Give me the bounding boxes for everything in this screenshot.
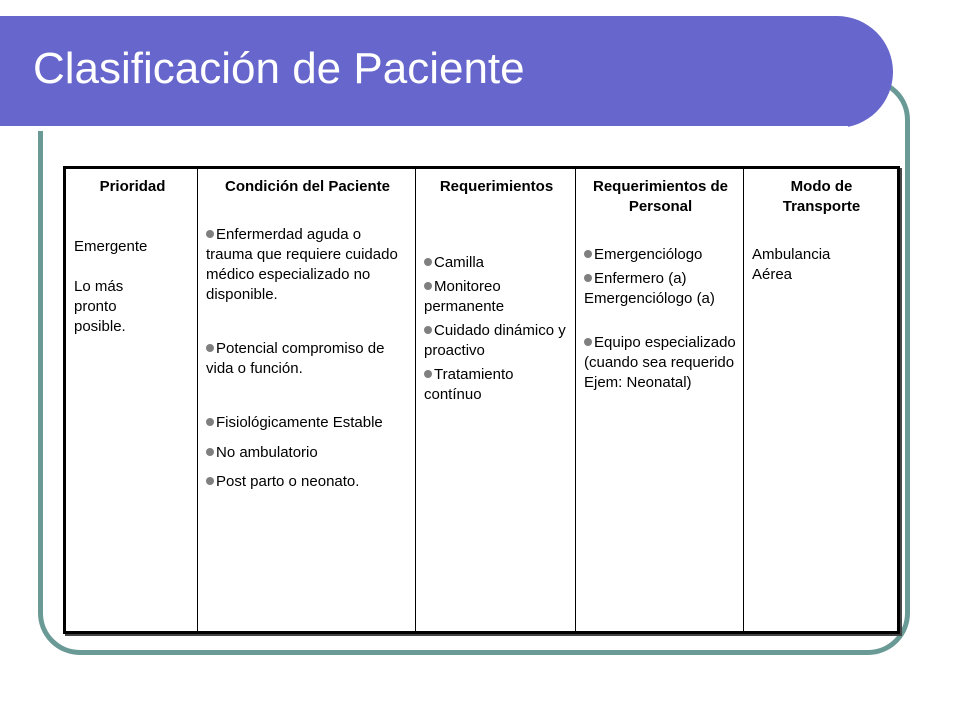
bullet-icon: [584, 274, 592, 282]
bullet-icon: [206, 230, 214, 238]
column-transporte: [744, 168, 899, 633]
bullet-icon: [206, 477, 214, 485]
list-item: No ambulatorio: [206, 443, 409, 463]
transporte-value: Ambulancia Aérea: [752, 245, 831, 283]
list-item: Equipo especializado (cuando sea requerido Ejem: Neonatal): [584, 333, 736, 391]
list-item: Emergenciólogo: [584, 245, 737, 265]
bullet-icon: [424, 282, 432, 290]
bullet-icon: [206, 344, 214, 352]
header-transporte: Modo de Transporte: [782, 178, 861, 215]
bullet-icon: [424, 326, 432, 334]
list-item: Enfermerdad aguda o trauma que requiere cuidado médico especializado no disponible.: [206, 225, 398, 303]
list-item: Camilla: [424, 253, 569, 273]
bullet-icon: [584, 250, 592, 258]
header-condicion: Condición del Paciente: [224, 178, 391, 195]
prioridad-value: Emergente: [74, 237, 148, 255]
table-row: [65, 168, 899, 633]
header-requerimientos: Requerimientos: [439, 178, 554, 195]
bullet-icon: [206, 448, 214, 456]
header-prioridad: Prioridad: [99, 178, 166, 195]
list-item: Potencial compromiso de vida o función.: [206, 339, 385, 377]
bullet-icon: [584, 338, 592, 346]
list-item: Post parto o neonato.: [206, 472, 409, 492]
header-personal: Requerimientos de Personal: [592, 178, 729, 215]
slide-title: Clasificación de Paciente: [33, 44, 525, 93]
prioridad-note: Lo más pronto posible.: [74, 277, 126, 335]
bullet-icon: [424, 258, 432, 266]
classification-table: [63, 166, 900, 634]
list-item: Tratamiento contínuo: [424, 365, 514, 403]
bullet-icon: [206, 418, 214, 426]
list-item: Monitoreo permanente: [424, 277, 505, 315]
bullet-icon: [424, 370, 432, 378]
list-item: Fisiológicamente Estable: [206, 413, 409, 433]
column-prioridad: [65, 168, 198, 633]
title-underline: [0, 126, 848, 131]
list-item: Cuidado dinámico y proactivo: [424, 321, 566, 359]
column-condicion: [198, 168, 416, 633]
column-personal: [576, 168, 744, 633]
list-item: Enfermero (a) Emergenciólogo (a): [584, 269, 715, 307]
column-requerimientos: [416, 168, 576, 633]
